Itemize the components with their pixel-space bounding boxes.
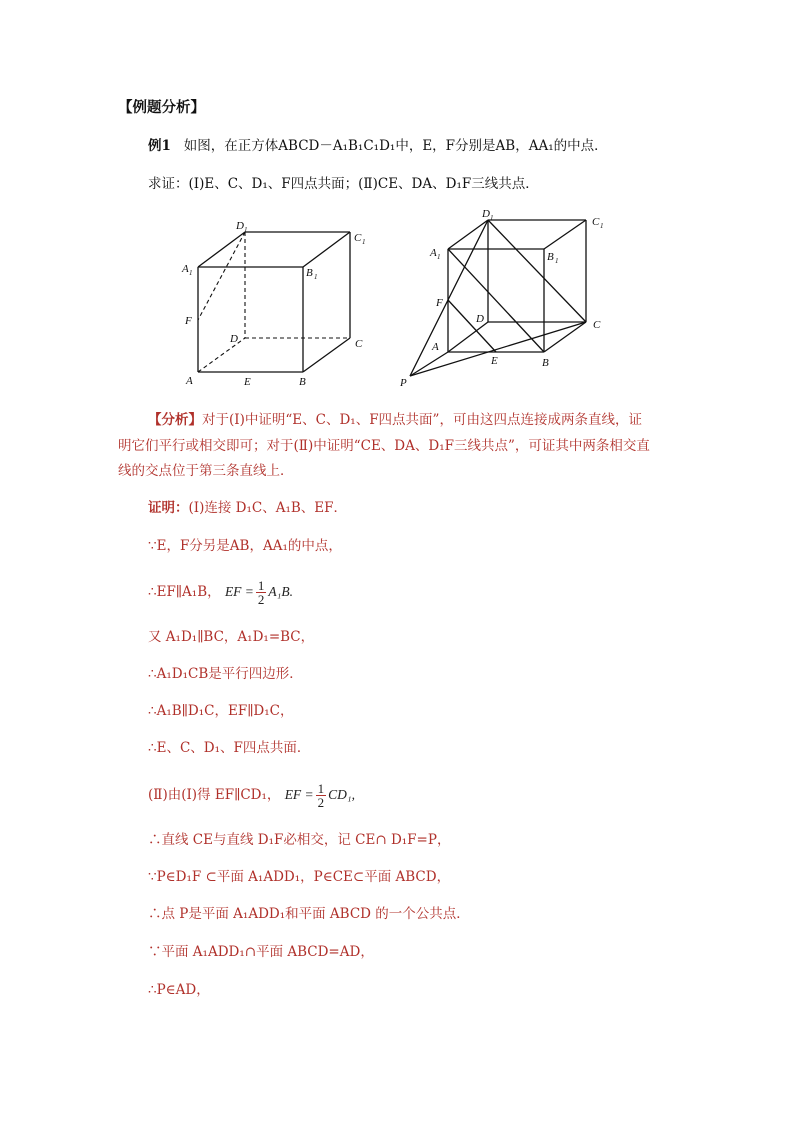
label-F: F: [436, 297, 443, 309]
frac-den: 2: [257, 592, 265, 607]
frac-num: 1: [257, 578, 265, 593]
label-A: A: [186, 375, 193, 387]
example-statement: [148, 136, 608, 156]
label-E: E: [491, 355, 498, 367]
proof-line-9: ∴直线 CE与直线 D₁F必相交，记 CE∩ D₁F=P，: [148, 832, 451, 848]
frac-num-2: 1: [317, 781, 325, 796]
frac-den-2: 2: [317, 795, 325, 810]
label-B1-sub: 1: [555, 257, 559, 265]
section-title: 【例题分析】: [118, 100, 205, 116]
cube-hidden-edges: [198, 232, 350, 372]
eq2-rhs: CD₁,: [328, 787, 355, 802]
cube-edges: [198, 232, 350, 372]
label-A1-sub: 1: [437, 253, 441, 261]
prove-label: 求证：: [148, 176, 189, 192]
label-C1: C: [592, 216, 600, 228]
proof-line-6: ∴A₁B∥D₁C，EF∥D₁C，: [148, 703, 294, 719]
proof-line-2: ∵E，F分另是AB，AA₁的中点，: [148, 538, 342, 554]
eq1-rhs: A₁B.: [268, 584, 293, 599]
label-C: C: [593, 319, 601, 331]
proof-line-10: ∵P∈D₁F ⊂平面 A₁ADD₁，P∈CE⊂平面 ABCD，: [148, 869, 451, 885]
label-A: A: [432, 341, 439, 353]
proof-line-12: ∵平面 A₁ADD₁∩平面 ABCD=AD，: [148, 944, 374, 960]
eq1-lhs: EF =: [224, 584, 254, 599]
label-D1-sub: 1: [244, 226, 248, 234]
proof-line-13: ∴P∈AD，: [148, 982, 210, 998]
example-text: 如图，在正方体ABCD－A₁B₁C₁D₁中，E，F分别是AB，AA₁的中点．: [183, 138, 608, 154]
analysis-label: 【分析】: [148, 412, 202, 428]
proof-line-7: ∴E、C、D₁、F四点共面．: [148, 740, 311, 756]
analysis-line-2: 明它们平行或相交即可；对于(Ⅱ)中证明“CE、DA、D₁F三线共点”，可证其中两条相交直: [118, 438, 650, 454]
label-D: D: [476, 313, 484, 325]
figure-cube-right: [396, 204, 626, 394]
label-A1: A: [430, 247, 437, 259]
label-A1: A: [182, 263, 189, 275]
proof-line-3: [148, 579, 293, 606]
prove-text: (Ⅰ)E、C、D₁、F四点共面；(Ⅱ)CE、DA、D₁F三线共点．: [188, 176, 539, 192]
label-B: B: [299, 376, 306, 388]
proof-text-8: (Ⅱ)由(Ⅰ)得 EF∥CD₁，: [148, 787, 281, 803]
label-D1: D: [236, 220, 244, 232]
label-D1: D: [482, 208, 490, 220]
proof-line-1: [148, 498, 347, 518]
proof-text-3: ∴EF∥A₁B，: [148, 584, 221, 600]
proof-label: 证明：: [148, 500, 189, 516]
label-P: P: [400, 377, 407, 389]
fraction-half-2: [316, 782, 327, 809]
proof-line-8: [148, 782, 355, 809]
label-D: D: [230, 333, 238, 345]
proof-line-4: 又 A₁D₁∥BC，A₁D₁=BC，: [148, 629, 315, 645]
proof-text-1: (Ⅰ)连接 D₁C、A₁B、EF．: [188, 500, 348, 516]
label-C1: C: [354, 232, 362, 244]
label-D1-sub: 1: [490, 214, 494, 222]
analysis-line-1: [148, 410, 642, 430]
label-C1-sub: 1: [600, 222, 604, 230]
figure-cube-left: [170, 212, 380, 392]
label-C: C: [355, 338, 363, 350]
label-B: B: [542, 357, 549, 369]
proof-line-5: ∴A₁D₁CB是平行四边形．: [148, 666, 303, 682]
fraction-half: [256, 579, 267, 606]
label-B1: B: [306, 267, 313, 279]
label-B1: B: [547, 251, 554, 263]
label-C1-sub: 1: [362, 238, 366, 246]
label-A1-sub: 1: [189, 269, 193, 277]
prove-statement: [148, 174, 539, 194]
label-B1-sub: 1: [314, 273, 318, 281]
label-F: F: [185, 315, 192, 327]
analysis-line-3: 线的交点位于第三条直线上．: [118, 463, 294, 479]
example-label: 例1: [148, 138, 171, 154]
analysis-text-1: 对于(Ⅰ)中证明“E、C、D₁、F四点共面”，可由这四点连接成两条直线，证: [202, 412, 642, 428]
proof-line-11: ∴点 P是平面 A₁ADD₁和平面 ABCD 的一个公共点．: [148, 906, 470, 922]
eq2-lhs: EF =: [284, 787, 314, 802]
label-E: E: [244, 376, 251, 388]
